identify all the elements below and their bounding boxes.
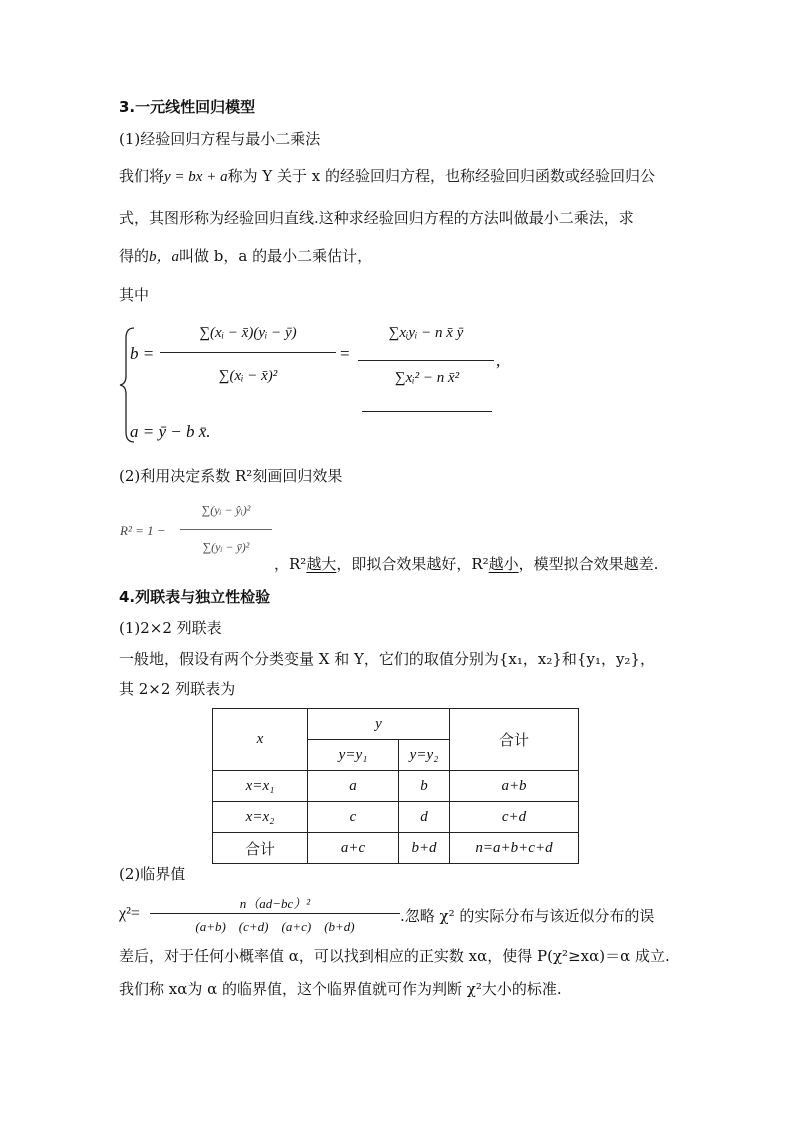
chi-paragraph-1: .忽略 χ² 的实际分布与该近似分布的误 bbox=[400, 907, 655, 925]
r2-lhs: R² = 1 − bbox=[120, 523, 166, 538]
table-cell: 合计 bbox=[213, 833, 308, 864]
r2-denominator: ∑(yᵢ − ȳ)² bbox=[202, 540, 250, 554]
contingency-table bbox=[212, 708, 579, 864]
p3-lead: 得的 bbox=[119, 247, 150, 265]
header-y: y bbox=[308, 709, 450, 740]
section-4-sub1: (1)2×2 列联表 bbox=[119, 619, 222, 637]
section-4-paragraph-1: 一般地，假设有两个分类变量 X 和 Y，它们的取值分别为{x₁，x₂}和{y₁，y₂}， bbox=[119, 650, 655, 668]
b-denominator-2: ∑xᵢ² − n x̄² bbox=[394, 370, 460, 386]
table-cell: c bbox=[308, 802, 399, 833]
r2-big: 越大 bbox=[306, 555, 337, 573]
table-cell: c+d bbox=[450, 802, 579, 833]
header-total: 合计 bbox=[450, 709, 579, 771]
table-cell: x=x₂ bbox=[213, 802, 308, 833]
table-row bbox=[213, 771, 579, 802]
table-cell: n=a+b+c+d bbox=[450, 833, 579, 864]
p1-tail: 称为 Y 关于 x 的经验回归方程，也称经验回归函数或经验回归公 bbox=[227, 167, 656, 185]
table-cell: b+d bbox=[399, 833, 450, 864]
fraction-line-2 bbox=[358, 360, 494, 361]
p1-lead: 我们将 bbox=[119, 167, 165, 185]
r2-description bbox=[274, 553, 658, 575]
equals-sign: = bbox=[340, 344, 350, 363]
paragraph-3 bbox=[119, 245, 372, 268]
chi-numerator: n（ad−bc）² bbox=[239, 896, 311, 911]
p3-estimators: b，a bbox=[149, 249, 180, 265]
table-row bbox=[213, 802, 579, 833]
b-numerator-1: ∑(xᵢ − x̄)(yᵢ − ȳ) bbox=[199, 325, 297, 341]
b-numerator-2: ∑xᵢyᵢ − n x̄ ȳ bbox=[388, 325, 464, 341]
section-4-paragraph-2: 其 2×2 列联表为 bbox=[119, 680, 236, 698]
header-y1: y=y₁ bbox=[308, 740, 399, 771]
r2-text-a: ，R² bbox=[274, 555, 307, 573]
r2-fraction-line bbox=[180, 529, 272, 530]
denominator-underline bbox=[362, 411, 492, 412]
fraction-line-1 bbox=[160, 352, 336, 353]
r2-text-c: ，模型拟合效果越差. bbox=[518, 555, 659, 573]
chi-fraction-line bbox=[150, 913, 400, 914]
table-cell: d bbox=[399, 802, 450, 833]
table-cell: a+c bbox=[308, 833, 399, 864]
section-3-sub2: (2)利用决定系数 R²刻画回归效果 bbox=[119, 467, 343, 485]
section-4-sub2: (2)临界值 bbox=[119, 865, 186, 883]
r2-small: 越小 bbox=[488, 555, 519, 573]
section-4-title: 4.列联表与独立性检验 bbox=[119, 588, 271, 606]
a-hat-formula: a = ȳ − b x̄. bbox=[130, 422, 211, 441]
table-row bbox=[213, 833, 579, 864]
p3-tail: 叫做 b，a 的最小二乘估计， bbox=[179, 247, 373, 265]
paragraph-2: 式，其图形称为经验回归直线.这种求经验回归方程的方法叫做最小二乘法，求 bbox=[119, 209, 634, 227]
b-denominator-1: ∑(xᵢ − x̄)² bbox=[218, 368, 278, 384]
b-hat-lhs: b = bbox=[130, 344, 155, 363]
header-y2: y=y₂ bbox=[399, 740, 450, 771]
paragraph-4: 其中 bbox=[119, 286, 150, 304]
table-cell: a bbox=[308, 771, 399, 802]
section-3-title: 3.一元线性回归模型 bbox=[119, 98, 256, 116]
table-cell: x=x₁ bbox=[213, 771, 308, 802]
regression-equation: y = bx + a bbox=[164, 169, 228, 185]
header-x: x bbox=[213, 709, 308, 771]
chi-paragraph-2: 差后，对于任何小概率值 α，可以找到相应的正实数 xα，使得 P(χ²≥xα)＝α 成立. bbox=[119, 947, 670, 965]
table-cell: b bbox=[399, 771, 450, 802]
chi-denominator: (a+b) (c+d) (a+c) (b+d) bbox=[195, 919, 355, 934]
table-cell: a+b bbox=[450, 771, 579, 802]
r2-text-b: ，即拟合效果越好，R² bbox=[336, 555, 489, 573]
comma: , bbox=[496, 351, 501, 370]
paragraph-1 bbox=[119, 165, 655, 188]
chi-lhs: χ²= bbox=[119, 905, 140, 922]
r2-numerator: ∑(yᵢ − ŷᵢ)² bbox=[201, 503, 251, 517]
chi-paragraph-3: 我们称 xα为 α 的临界值，这个临界值就可作为判断 χ²大小的标准. bbox=[119, 980, 562, 998]
section-3-sub1: (1)经验回归方程与最小二乘法 bbox=[119, 130, 321, 148]
